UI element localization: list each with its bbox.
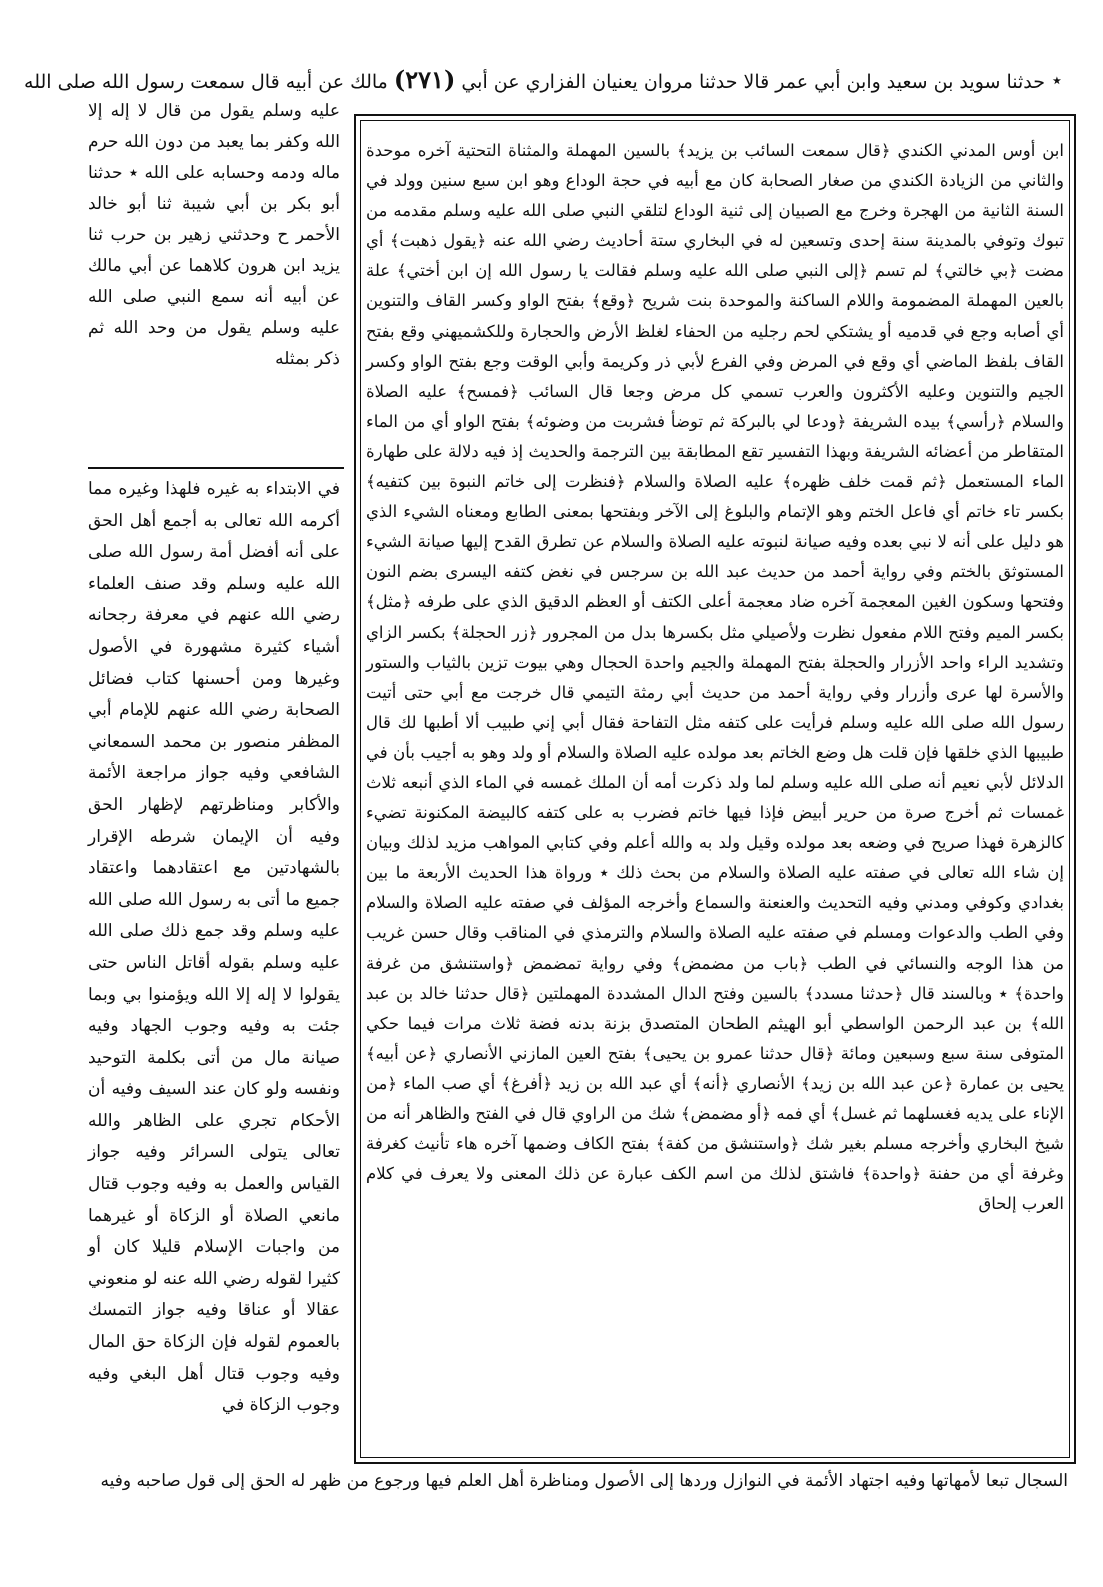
page-header — [24, 65, 1045, 96]
header-text-after: مالك عن أبيه قال سمعت رسول الله صلى الله — [24, 71, 388, 93]
margin-commentary-text: في الابتداء به غيره فلهذا وغيره مما أكرمه الله تعالى به أجمع أهل الحق على أنه أفضل أمة رسول الله صلى الله عليه وسلم وقد صنف العلماء رضي الله عنهم في معرفة رجحانه أشياء كثيرة مشهورة في الأصول وغيرها ومن أحسنها كتاب فضائل الصحابة رضي الله عنهم للإمام أبي المظفر منصور بن محمد السمعاني الشافعي وفيه جواز مراجعة الأئمة والأكابر ومناظرتهم لإظهار الحق وفيه أن الإيمان شرطه الإقرار بالشهادتين مع اعتقادهما واعتقاد جميع ما أتى به رسول الله صلى الله عليه وسلم وقد جمع ذلك صلى الله عليه وسلم بقوله أقاتل الناس حتى يقولوا لا إله إلا الله ويؤمنوا بي وبما جئت به وفيه وجوب الجهاد وفيه صيانة مال من أتى بكلمة التوحيد ونفسه ولو كان عند السيف وفيه أن الأحكام تجري على الظاهر والله تعالى يتولى السرائر وفيه جواز القياس والعمل به وفيه وجوب قتال مانعي الصلاة أو الزكاة أو غيرهما من واجبات الإسلام قليلا كان أو كثيرا لقوله رضي الله عنه لو منعوني عقالا أو عناقا وفيه جواز التمسك بالعموم لقوله فإن الزكاة حق المال وفيه وجوب قتال أهل البغي وفيه وجوب الزكاة في — [88, 479, 340, 1416]
margin-divider — [88, 467, 344, 469]
main-commentary — [366, 136, 1064, 1456]
page-footer: السجال تبعا لأمهاتها وفيه اجتهاد الأئمة في النوازل وردها إلى الأصول ومناظرة أهل العلم فيها ورجوع من ظهر له الحق إلى قول صاحبه وفيه — [100, 1471, 1068, 1491]
margin-hadith-text: عليه وسلم يقول من قال لا إله إلا الله وكفر بما يعبد من دون الله حرم ماله ودمه وحسابه على الله ٭ حدثنا أبو بكر بن أبي شيبة ثنا أبو خالد الأحمر ح وحدثني زهير بن حرب ثنا يزيد ابن هرون كلاهما عن أبي مالك عن أبيه أنه سمع النبي صلى الله عليه وسلم يقول من وحد الله ثم ذكر بمثله — [88, 101, 340, 369]
header-text-before: حدثنا سويد بن سعيد وابن أبي عمر قالا حدثنا مروان يعنيان الفزاري عن أبي — [461, 71, 1045, 93]
header-marker: ٭ — [1052, 70, 1062, 91]
margin-text-bottom — [88, 474, 340, 1459]
margin-text-top — [88, 96, 340, 464]
page-number: (٢٧١) — [393, 65, 456, 94]
main-paragraph: ابن أوس المدني الكندي ﴿قال سمعت السائب بن يزيد﴾ بالسين المهملة والمثناة التحتية آخره موحدة والثاني من الزيادة الكندي من صغار الصحابة كان مع أبيه في حجة الوداع وهو ابن سبع سنين وولد في السنة الثانية من الهجرة وخرج مع الصبيان إلى ثنية الوداع لتلقي النبي صلى الله عليه وسلم مقدمه من تبوك وتوفي بالمدينة سنة إحدى وتسعين له في البخاري ستة أحاديث رضي الله عنه ﴿يقول ذهبت﴾ أي مضت ﴿بي خالتي﴾ لم تسم ﴿إلى النبي صلى الله عليه وسلم فقالت يا رسول الله إن ابن أختي﴾ علة بالعين المهملة المضمومة واللام الساكنة والموحدة بنت شريح ﴿وقع﴾ بفتح الواو وكسر القاف والتنوين أي أصابه وجع في قدميه أو يشتكي لحم رجليه من الحفاء لغلظ الأرض والحجارة وللكشميهني وقع بفتح القاف بلفظ الماضي أي وقع في المرض وفي الفرع لأبي ذر وكريمة وأبي الوقت وجع بفتح الواو وكسر الجيم والتنوين وعليه الأكثرون والعرب تسمي كل مرض وجعا قال السائب ﴿فمسح﴾ عليه الصلاة والسلام ﴿رأسي﴾ بيده الشريفة ﴿ودعا لي بالبركة ثم توضأ فشربت من وضوئه﴾ بفتح الواو أي من الماء المتقاطر من أعضائه الشريفة وبهذا التفسير تقع المطابقة بين الترجمة والحديث إذ فيه دلالة على طهارة الماء المستعمل ﴿ثم قمت خلف ظهره﴾ عليه الصلاة والسلام ﴿فنظرت إلى خاتم النبوة بين كتفيه﴾ بكسر تاء خاتم أي فاعل الختم وهو الإتمام والبلوغ إلى الآخر وبفتحها بمعنى الطابع ومعناه الشيء الذي هو دليل على أنه لا نبي بعده وفيه صيانة لنبوته عليه الصلاة والسلام عن تطرق القدح إليها صيانة الشيء المستوثق بالختم وفي رواية أحمد من حديث عبد الله بن سرجس في نغض كتفه اليسرى بضم النون وفتحها وسكون الغين المعجمة آخره ضاد معجمة أعلى الكتف أو العظم الدقيق الذي على طرفه ﴿مثل﴾ بكسر الميم وفتح اللام مفعول نظرت ولأصيلي مثل بكسرها بدل من المجرور ﴿زر الحجلة﴾ بكسر الزاي وتشديد الراء واحد الأزرار والحجلة بفتح المهملة والجيم واحدة الحجال وهي بيوت تزين بالثياب والستور والأسرة لها عرى وأزرار وفي رواية أحمد من حديث أبي رمثة التيمي قال خرجت مع أبي حتى أتيت رسول الله صلى الله عليه وسلم فرأيت على كتفه مثل التفاحة فقال أبي إني طبيب ألا أطبها لك قال طبيبها الذي خلقها فإن قلت هل وضع الخاتم بعد مولده عليه الصلاة والسلام أو ولد وهو به أجيب بأن في الدلائل لأبي نعيم أنه صلى الله عليه وسلم لما ولد ذكرت أمه أن الملك غمسه في الماء الذي أنبعه ثلاث غمسات ثم أخرج صرة من حرير أبيض فإذا فيها خاتم فضرب به على كتفه كالبيضة المكنونة تضيء كالزهرة فهذا صريح في وضعه بعد مولده وقيل ولد به والله أعلم وفي كتابي المواهب مزيد لذلك وبيان إن شاء الله تعالى في صفته عليه الصلاة والسلام من بحث ذلك ٭ ورواة هذا الحديث الأربعة ما بين بغدادي وكوفي ومدني وفيه التحديث والعنعنة والسماع وأخرجه المؤلف في صفته عليه الصلاة والسلام وفي الطب والدعوات ومسلم في صفته عليه الصلاة والسلام والترمذي في المناقب وقال حسن غريب من هذا الوجه والنسائي في الطب ﴿باب من مضمض﴾ وفي رواية تمضمض ﴿واستنشق من غرفة واحدة﴾ ٭ وبالسند قال ﴿حدثنا مسدد﴾ بالسين وفتح الدال المشددة المهملتين ﴿قال حدثنا خالد بن عبد الله﴾ بن عبد الرحمن الواسطي أبو الهيثم الطحان المتصدق بزنة بدنه فضة ثلاث مرات فيما حكي المتوفى سنة سبع وسبعين ومائة ﴿قال حدثنا عمرو بن يحيى﴾ بفتح العين المازني الأنصاري ﴿عن أبيه﴾ يحيى بن عمارة ﴿عن عبد الله بن زيد﴾ الأنصاري ﴿أنه﴾ أي عبد الله بن زيد ﴿أفرغ﴾ أي صب الماء ﴿من الإناء على يديه فغسلهما ثم غسل﴾ أي فمه ﴿أو مضمض﴾ شك من الراوي قال في الفتح والظاهر أنه من شيخ البخاري وأخرجه مسلم بغير شك ﴿واستنشق من كفة﴾ بفتح الكاف وضمها آخره هاء تأنيث كغرفة وغرفة أي من حفنة ﴿واحدة﴾ فاشتق لذلك من اسم الكف عبارة عن ذلك المعنى ولا يعرف في كلام العرب إلحاق — [366, 141, 1065, 1214]
